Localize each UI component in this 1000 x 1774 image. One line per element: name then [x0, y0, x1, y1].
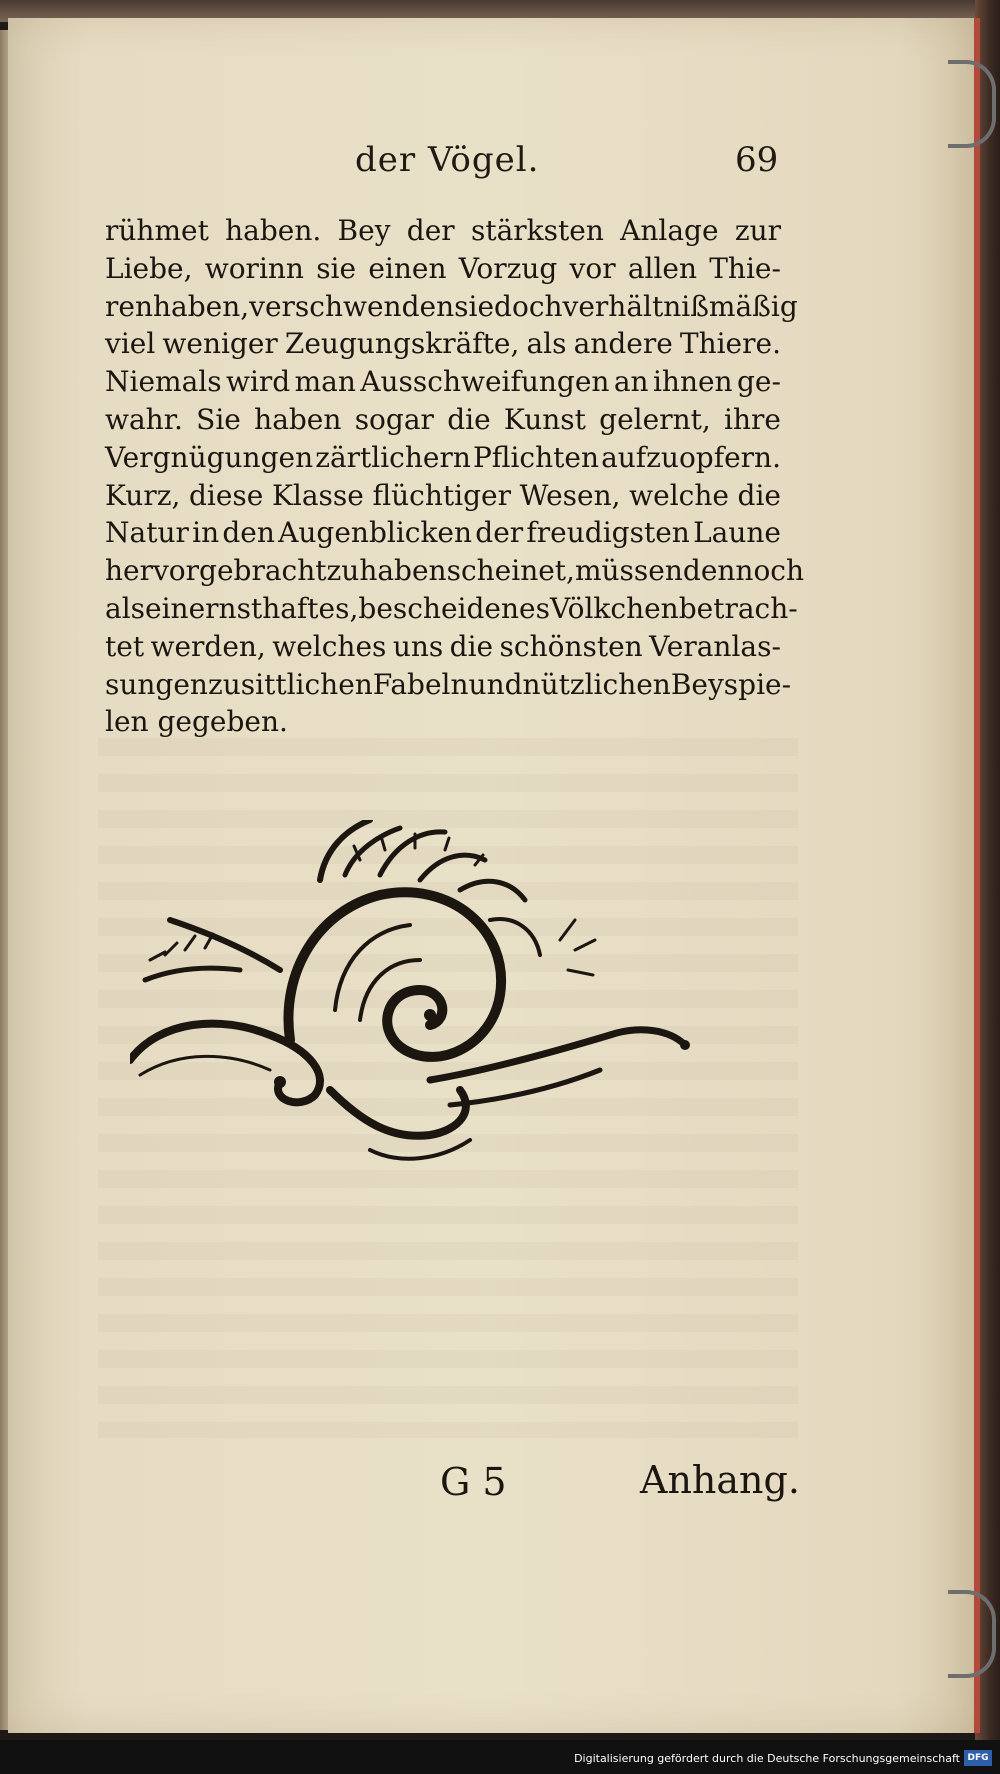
word: haben [359, 554, 447, 588]
text-line [105, 477, 781, 515]
page-clip-icon [948, 1590, 996, 1678]
word: nützlichen [522, 667, 671, 701]
word: einen [368, 251, 447, 285]
word: an [613, 365, 649, 399]
word: Natur [105, 516, 189, 550]
text-line [105, 288, 798, 326]
word: ernsthaftes, [188, 591, 359, 625]
word: betrach- [678, 591, 798, 625]
word: Kurz, [105, 478, 181, 512]
text-line [105, 666, 792, 704]
word: die [737, 478, 781, 512]
word: Veranlas- [649, 629, 781, 663]
word: Thie- [709, 251, 781, 285]
word: flüchtiger [372, 478, 511, 512]
word: die [447, 402, 491, 436]
word: werden, [150, 629, 266, 663]
word: haben [254, 402, 342, 436]
word: in [192, 516, 220, 550]
text-line [105, 514, 781, 552]
dfg-logo-icon: DFG [964, 1750, 992, 1766]
word: stärksten [470, 214, 604, 247]
word: allen [627, 251, 698, 285]
signature-mark: G 5 [440, 1460, 507, 1504]
text-line [105, 401, 781, 439]
word: als [105, 591, 146, 625]
word: haben, [153, 289, 250, 323]
word: doch [494, 289, 563, 323]
word: Anlage [620, 214, 719, 247]
word: müssen [574, 554, 683, 588]
word: dennoch [682, 554, 805, 588]
text-line: len gegeben. [105, 705, 288, 739]
text-line [105, 363, 781, 401]
text-line [105, 250, 781, 288]
word: Klasse [271, 478, 364, 512]
text-line [105, 590, 798, 628]
page-clip-icon [948, 60, 996, 148]
word: gelernt, [599, 402, 711, 436]
word: Zeugungskräfte, [284, 327, 520, 361]
word: andere [573, 327, 673, 361]
word: den [222, 516, 275, 550]
word: Bey [337, 214, 391, 247]
catchword: Anhang. [640, 1458, 800, 1502]
word: uns [392, 629, 444, 663]
word: worinn [204, 251, 304, 285]
word: wird [225, 365, 291, 399]
word: und [468, 667, 523, 701]
word: hervorgebracht [105, 554, 327, 588]
word: zärtlichern [315, 440, 471, 474]
rococo-vignette-icon [130, 820, 730, 1180]
word: rühmet [105, 214, 209, 247]
word: verschwenden [249, 289, 455, 323]
word: welche [629, 478, 729, 512]
word: der [475, 516, 524, 550]
footer-credit: Digitalisierung gefördert durch die Deutsche Forschungsgemeinschaft [574, 1752, 960, 1765]
text-line [105, 439, 781, 477]
word: Liebe, [105, 251, 193, 285]
word: sie [454, 289, 495, 323]
word: man [294, 365, 356, 399]
word: scheinet, [446, 554, 575, 588]
word: sie [316, 251, 357, 285]
word: Thiere. [679, 327, 781, 361]
word: vor [569, 251, 616, 285]
word: Vergnügungen [105, 440, 314, 474]
word: zu [326, 554, 360, 588]
word: bescheidenes [358, 591, 550, 625]
word: welches [272, 629, 387, 663]
word: schönsten [499, 629, 643, 663]
word: ihre [724, 402, 781, 436]
word: zu [207, 667, 241, 701]
word: sittlichen [240, 667, 373, 701]
word: ren [105, 289, 153, 323]
word: der [406, 214, 455, 247]
text-line [105, 628, 781, 666]
word: aufzuopfern. [601, 440, 781, 474]
word: freudigsten [526, 516, 690, 550]
word: Beyspie- [670, 667, 792, 701]
word: Fabeln [372, 667, 469, 701]
word: verhältnißmäßig [562, 289, 798, 323]
word: sungen [105, 667, 208, 701]
word: haben. [225, 214, 322, 247]
word: ein [145, 591, 189, 625]
word: Völkchen [549, 591, 679, 625]
word: ihnen [652, 365, 733, 399]
word: zur [734, 214, 781, 247]
word: Vorzug [458, 251, 558, 285]
word: Laune [693, 516, 781, 550]
word: Ausschweifungen [360, 365, 610, 399]
text-line [105, 325, 781, 363]
body-text [105, 212, 805, 741]
word: Pflichten [472, 440, 599, 474]
word: die [449, 629, 494, 663]
page-number: 69 [735, 140, 779, 180]
running-head: der Vögel. [355, 140, 540, 180]
word: Kunst [503, 402, 586, 436]
word: weniger [162, 327, 278, 361]
word: als [526, 327, 567, 361]
word: Wesen, [519, 478, 621, 512]
word: viel [105, 327, 156, 361]
word: tet [105, 629, 145, 663]
text-line [105, 552, 805, 590]
word: Niemals [105, 365, 222, 399]
word: wahr. [105, 402, 183, 436]
word: Augenblicken [278, 516, 473, 550]
text-line [105, 212, 781, 250]
word: ge- [736, 365, 781, 399]
word: sogar [354, 402, 434, 436]
word: Sie [196, 402, 241, 436]
word: diese [188, 478, 264, 512]
